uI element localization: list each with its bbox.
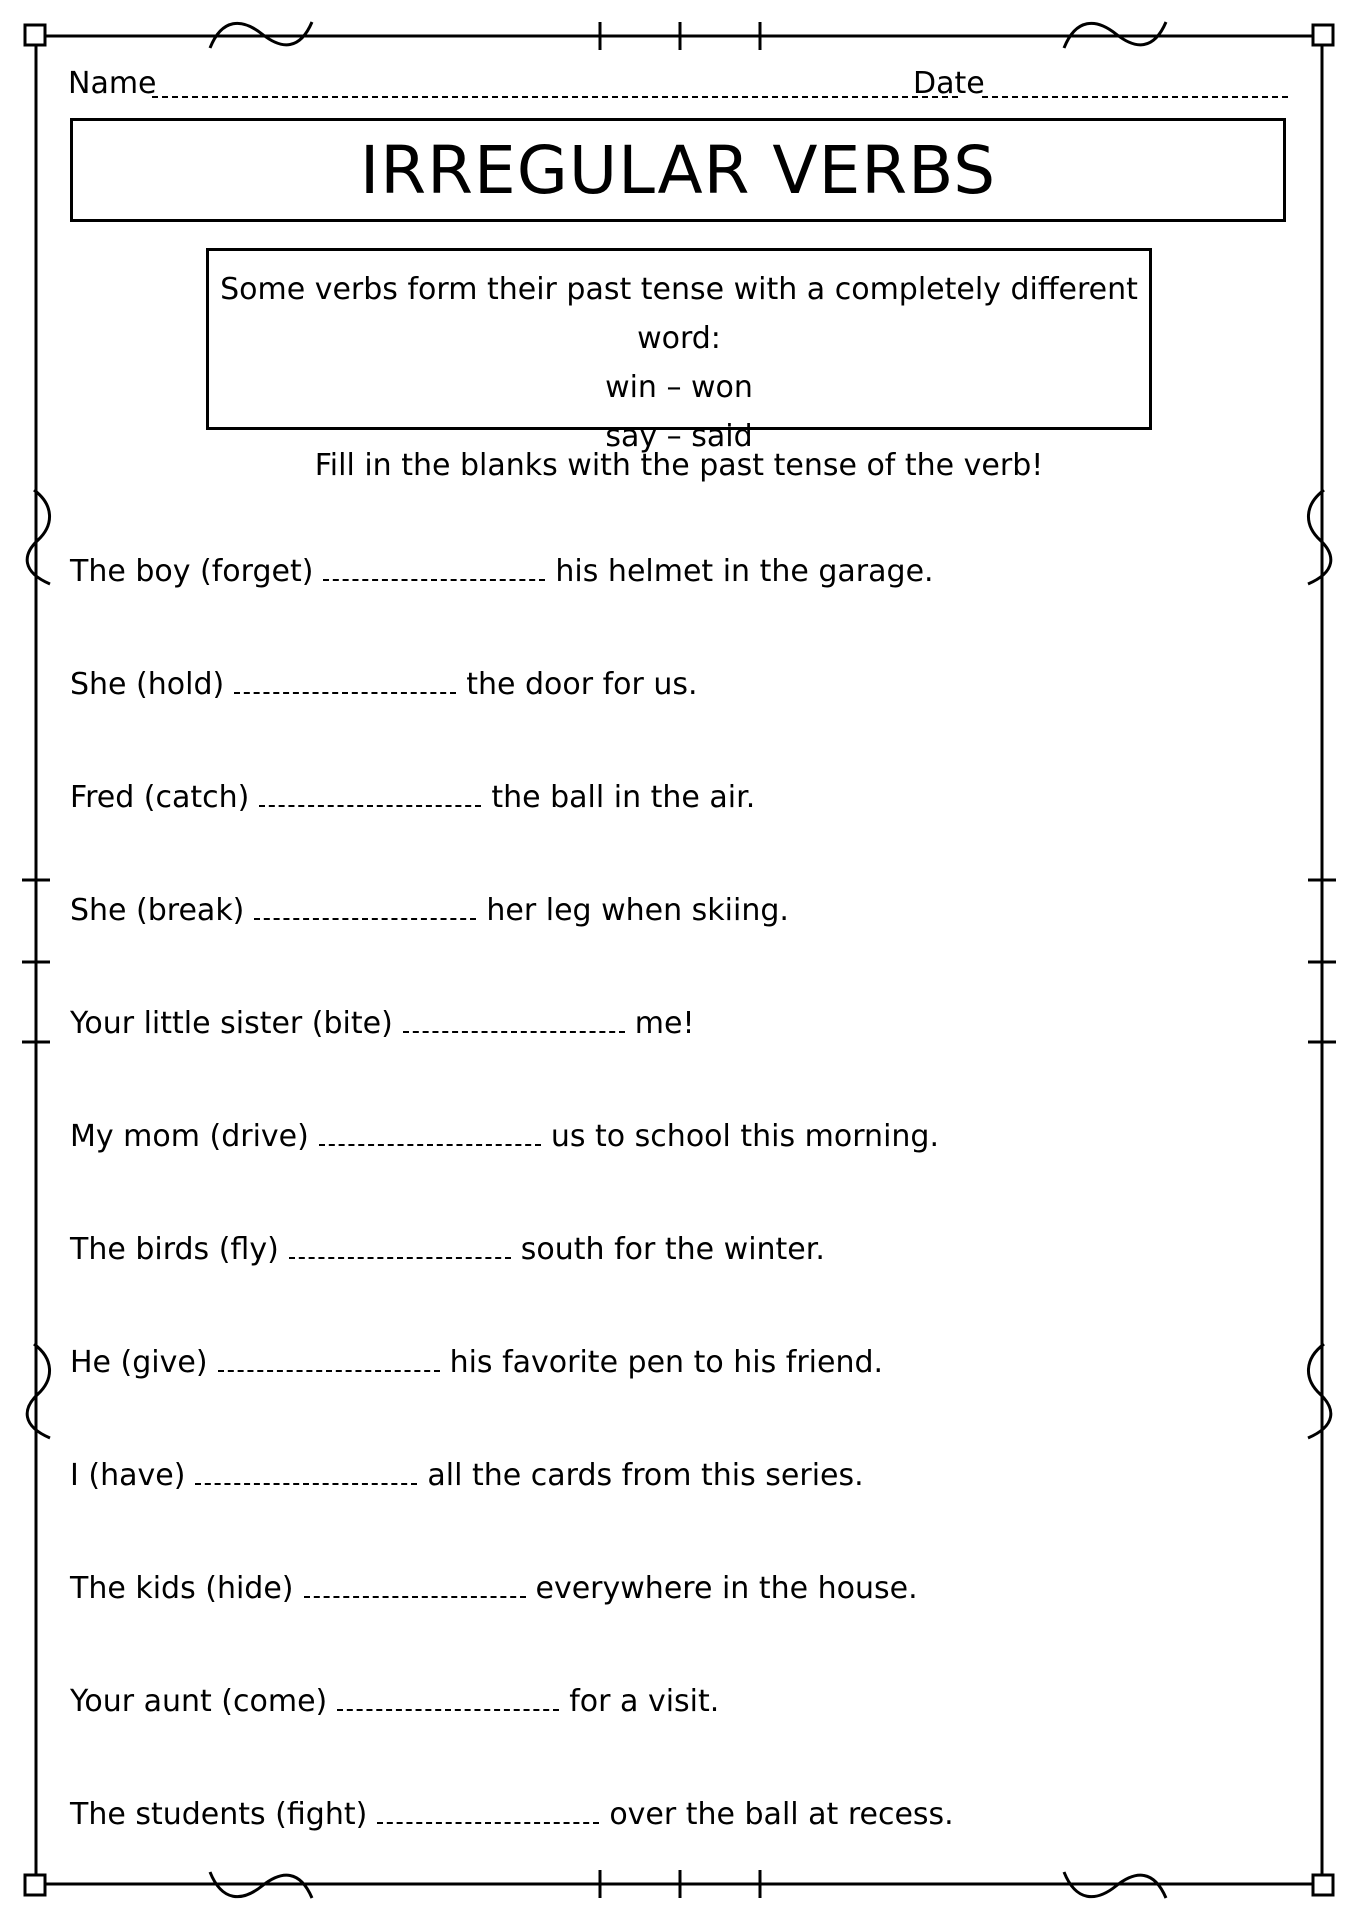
- page-title: IRREGULAR VERBS: [359, 131, 997, 209]
- info-box: [206, 248, 1152, 454]
- exercise-item: [70, 1792, 1270, 1905]
- date-label: Date: [913, 66, 985, 101]
- exercise-rest: his favorite pen to his friend.: [449, 1345, 884, 1380]
- answer-blank[interactable]: [403, 1001, 625, 1033]
- exercise-item: [70, 1001, 1270, 1114]
- exercise-item: [70, 549, 1270, 662]
- exercise-rest: me!: [634, 1006, 695, 1041]
- answer-blank[interactable]: [304, 1566, 526, 1598]
- exercise-rest: for a visit.: [569, 1684, 720, 1719]
- answer-blank[interactable]: [323, 549, 545, 581]
- name-field[interactable]: [152, 96, 958, 98]
- exercise-rest: south for the winter.: [520, 1232, 825, 1267]
- exercise-rest: the ball in the air.: [491, 780, 756, 815]
- exercise-prompt: Fred (catch): [70, 780, 250, 815]
- answer-blank[interactable]: [218, 1340, 440, 1372]
- info-example: say – said: [605, 419, 753, 454]
- exercise-rest: his helmet in the garage.: [555, 554, 934, 589]
- exercise-rest: all the cards from this series.: [427, 1458, 864, 1493]
- exercise-item: [70, 662, 1270, 775]
- answer-blank[interactable]: [337, 1679, 559, 1711]
- exercise-item: [70, 888, 1270, 1001]
- exercise-rest: the door for us.: [466, 667, 698, 702]
- exercise-prompt: She (break): [70, 893, 245, 928]
- exercise-prompt: She (hold): [70, 667, 225, 702]
- answer-blank[interactable]: [234, 662, 456, 694]
- info-description: Some verbs form their past tense with a completely different word:: [220, 272, 1138, 356]
- exercise-prompt: Your little sister (bite): [70, 1006, 393, 1041]
- exercise-item: [70, 1566, 1270, 1679]
- exercise-prompt: I (have): [70, 1458, 186, 1493]
- exercise-prompt: Your aunt (come): [70, 1684, 328, 1719]
- exercise-item: [70, 775, 1270, 888]
- exercise-prompt: My mom (drive): [70, 1119, 309, 1154]
- exercise-prompt: The birds (fly): [70, 1232, 279, 1267]
- exercise-item: [70, 1340, 1270, 1453]
- exercise-prompt: The students (fight): [70, 1797, 368, 1832]
- instruction-text: Fill in the blanks with the past tense of the verb!: [314, 448, 1044, 483]
- answer-blank[interactable]: [319, 1114, 541, 1146]
- date-field[interactable]: [982, 96, 1288, 98]
- exercise-item: [70, 1227, 1270, 1340]
- answer-blank[interactable]: [254, 888, 476, 920]
- exercise-list: [70, 549, 1270, 1905]
- name-label: Name: [68, 66, 157, 101]
- exercise-rest: us to school this morning.: [550, 1119, 939, 1154]
- title-box: [70, 118, 1286, 222]
- info-example: win – won: [605, 370, 753, 405]
- answer-blank[interactable]: [195, 1453, 417, 1485]
- exercise-item: [70, 1114, 1270, 1227]
- exercise-rest: everywhere in the house.: [535, 1571, 918, 1606]
- exercise-prompt: The kids (hide): [70, 1571, 294, 1606]
- exercise-item: [70, 1453, 1270, 1566]
- exercise-prompt: The boy (forget): [70, 554, 314, 589]
- exercise-rest: her leg when skiing.: [486, 893, 789, 928]
- answer-blank[interactable]: [259, 775, 481, 807]
- answer-blank[interactable]: [377, 1792, 599, 1824]
- worksheet-header: [68, 62, 1290, 106]
- answer-blank[interactable]: [289, 1227, 511, 1259]
- exercise-prompt: He (give): [70, 1345, 208, 1380]
- exercise-rest: over the ball at recess.: [609, 1797, 954, 1832]
- exercise-item: [70, 1679, 1270, 1792]
